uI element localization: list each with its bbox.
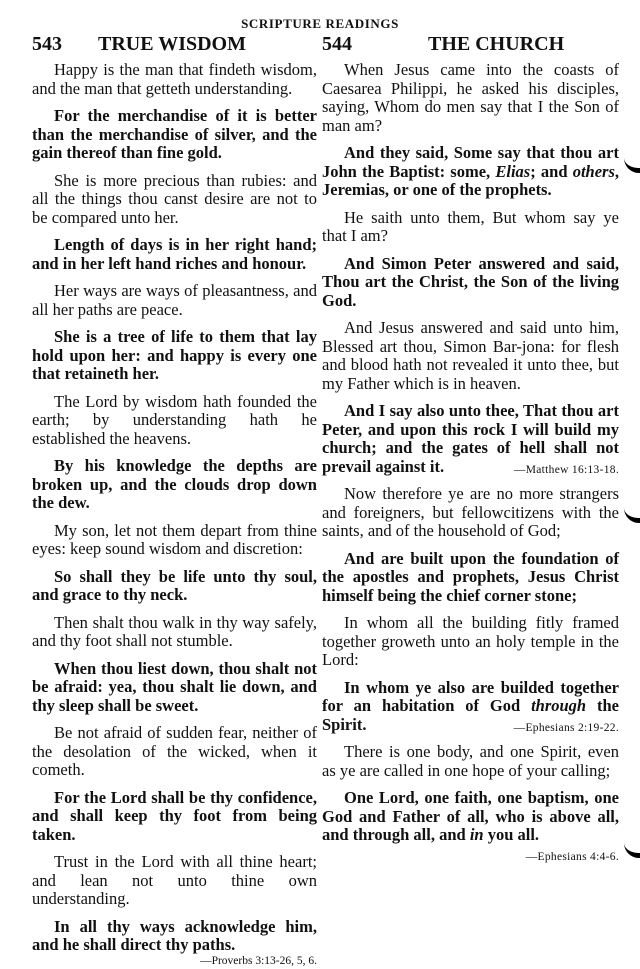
verse-leader: The Lord by wisdom hath founded the earth; by understanding hath he established the heavens. [32, 391, 317, 448]
verse-leader: Her ways are ways of pleasantness, and all her paths are peace. [32, 281, 317, 319]
verse-text: , Jeremias, or one of the prophets. [322, 161, 619, 199]
reading-header [32, 33, 317, 61]
verse-italic: Elias [495, 161, 531, 181]
verse-people [322, 402, 619, 476]
verse-leader: Happy is the man that findeth wisdom, and the man that getteth understanding. [32, 60, 317, 98]
verse-leader: When Jesus came into the coasts of Caesarea Philippi, he asked his disciples, saying, Whom do men say that I the Son of man am? [322, 60, 619, 135]
verse-people: So shall they be life unto thy soul, and grace to thy neck. [32, 566, 317, 604]
verse-text: And they said, Some say that thou art John the Baptist: some, [322, 143, 619, 181]
verse-people: She is a tree of life to them that lay hold upon her: and happy is every one that retaineth her. [32, 327, 317, 383]
verse-text: In whom ye also are builded together for an habitation of God [322, 677, 619, 715]
verse-text: ; and [530, 161, 573, 181]
reading-543 [32, 33, 317, 967]
scripture-reference: —Ephesians 4:4-6. [525, 850, 619, 863]
verse-people: And Simon Peter answered and said, Thou art the Christ, the Son of the living God. [322, 253, 619, 310]
verse-text: you all. [483, 825, 540, 844]
verse-text: One Lord, one faith, one baptism, one God and Father of all, who is above all, and through all, and [322, 788, 619, 844]
page-edge-mark [624, 508, 640, 523]
verse-people: For the Lord shall be thy confidence, and shall keep thy foot from being taken. [32, 787, 317, 844]
reading-title: THE CHURCH [428, 33, 565, 55]
verse-people [322, 144, 619, 200]
scripture-reference: —Ephesians 2:19-22. [513, 721, 619, 734]
page-edge-mark [624, 158, 640, 173]
scripture-reference: —Proverbs 3:13-26, 5, 6. [200, 954, 317, 967]
verse-text: the Spirit. [322, 696, 620, 734]
scripture-reference: —Matthew 16:13-18. [513, 463, 619, 476]
reading-title: TRUE WISDOM [98, 33, 246, 55]
verse-leader: Be not afraid of sudden fear, neither of the desolation of the wicked, when it cometh. [32, 723, 317, 779]
verse-leader: Trust in the Lord with all thine heart; and lean not unto thine own understanding. [32, 852, 317, 908]
verse-people: In all thy ways acknowledge him, and he shall direct thy paths. [32, 916, 317, 954]
verse-people: Length of days is in her right hand; and in her left hand riches and honour. [32, 235, 317, 273]
verse-leader: And Jesus answered and said unto him, Blessed art thou, Simon Bar-jona: for flesh and blood hath not revealed it unto thee, but my Father which is in heaven. [322, 318, 619, 393]
verse-leader: There is one body, and one Spirit, even as ye are called in one hope of your calling; [322, 742, 619, 780]
page-edge-mark [624, 843, 640, 858]
verse-italic: others [572, 161, 615, 181]
verse-leader: Now therefore ye are no more strangers and foreigners, but fellowcitizens with the saints, and of the household of God; [322, 484, 619, 540]
verse-text: And I say also unto thee, That thou art Peter, and upon this rock I will build my church; and the gates of hell shall not prevail against it. [322, 401, 619, 476]
verse-leader: Then shalt thou walk in thy way safely, and thy foot shall not stumble. [32, 612, 317, 650]
verse-people: For the merchandise of it is better than the merchandise of silver, and the gain thereof than fine gold. [32, 106, 317, 162]
verse-leader: He saith unto them, But whom say ye that I am? [322, 207, 619, 245]
verse-people: When thou liest down, thou shalt not be afraid: yea, thou shalt lie down, and thy sleep shall be sweet. [32, 658, 317, 715]
verse-italic: in [469, 825, 484, 844]
verse-leader: In whom all the building fitly framed together groweth unto an holy temple in the Lord: [322, 613, 619, 669]
verse-italic: through [531, 696, 587, 715]
reading-number: 544 [322, 33, 352, 55]
verse-people: By his knowledge the depths are broken up, and the clouds drop down the dew. [32, 456, 317, 512]
verse-leader: She is more precious than rubies: and all the things thou canst desire are not to be compared unto her. [32, 170, 317, 227]
verse-people [322, 679, 619, 735]
running-head: SCRIPTURE READINGS [241, 16, 399, 31]
reading-number: 543 [32, 33, 62, 55]
verse-people: And are built upon the foundation of the apostles and prophets, Jesus Christ himself being the chief corner stone; [322, 548, 619, 605]
verse-people [322, 788, 619, 863]
verse-leader: My son, let not them depart from thine eyes: keep sound wisdom and discretion: [32, 520, 317, 558]
reading-header [322, 33, 619, 61]
reading-544 [322, 33, 619, 866]
